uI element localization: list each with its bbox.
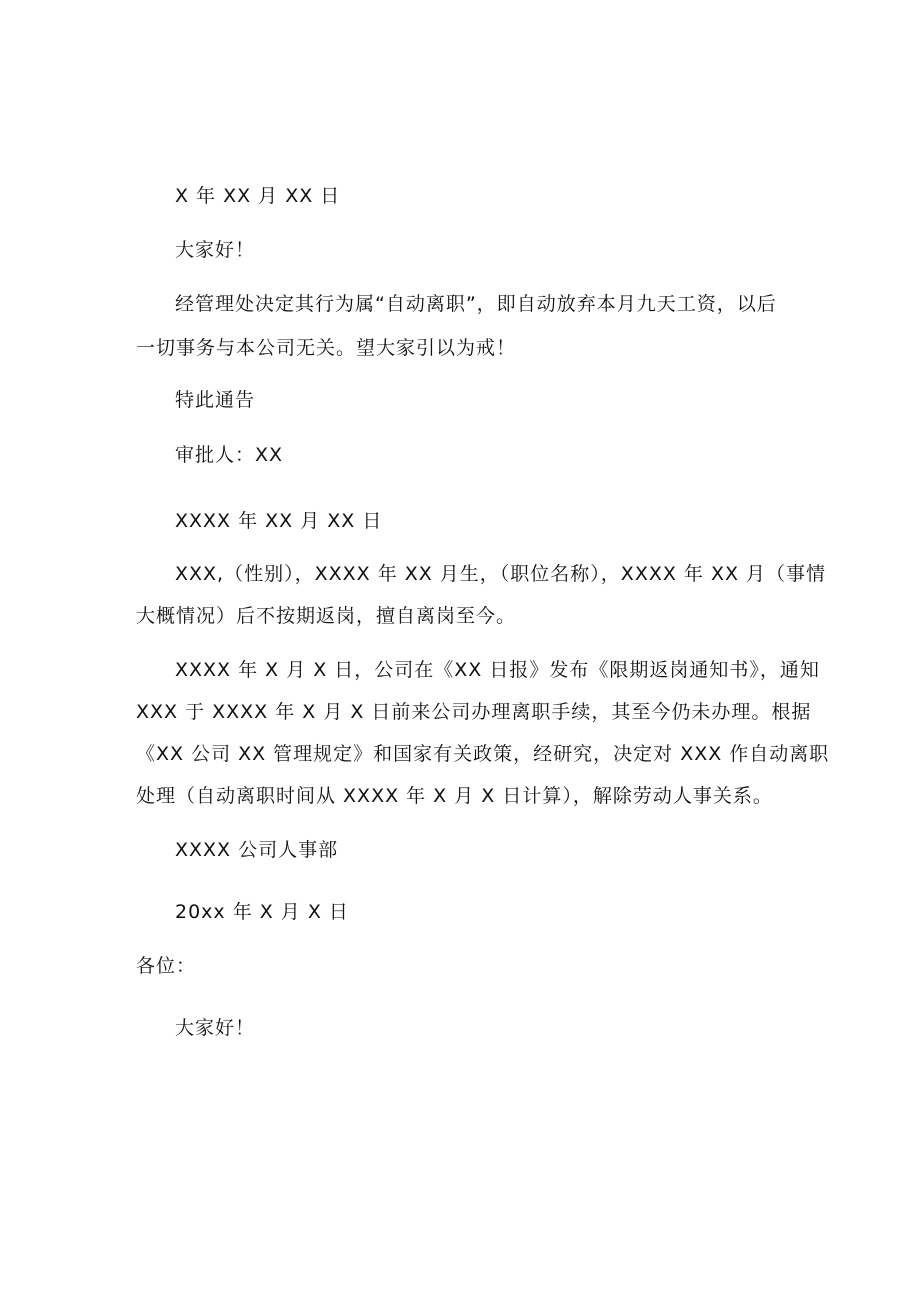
date-line-3: 20xx 年 X 月 X 日 [175,901,349,923]
decision-paragraph-line-4: 处理（自动离职时间从 XXXX 年 X 月 X 日计算），解除劳动人事关系。 [136,785,773,807]
greeting-2: 大家好！ [175,1017,256,1039]
date-line-1: X 年 XX 月 XX 日 [175,185,341,207]
employee-paragraph-line-1: XXX,（性别），XXXX 年 XX 月生，（职位名称），XXXX 年 XX 月（事情 [175,563,827,585]
decision-paragraph-line-2: XXX 于 XXXX 年 X 月 X 日前来公司办理离职手续，其至今仍未办理。根据 [136,701,812,723]
employee-paragraph-line-2: 大概情况）后不按期返岗，擅自离岗至今。 [136,605,517,627]
decision-paragraph-line-3: 《XX 公司 XX 管理规定》和国家有关政策，经研究，决定对 XXX 作自动离职 [136,743,830,765]
issuer-department: XXXX 公司人事部 [175,839,339,861]
decision-paragraph-line-1: XXXX 年 X 月 X 日，公司在《XX 日报》发布《限期返岗通知书》，通知 [175,659,820,681]
date-line-2: XXXX 年 XX 月 XX 日 [175,510,383,532]
notice-paragraph-line-1: 经管理处决定其行为属“自动离职”，即自动放弃本月九天工资，以后 [175,293,777,315]
salutation: 各位： [136,955,197,977]
approver-line: 审批人：XX [175,444,284,466]
notice-paragraph-line-2: 一切事务与本公司无关。望大家引以为戒！ [136,337,517,359]
greeting-1: 大家好！ [175,239,256,261]
notice-closing: 特此通告 [175,389,256,411]
